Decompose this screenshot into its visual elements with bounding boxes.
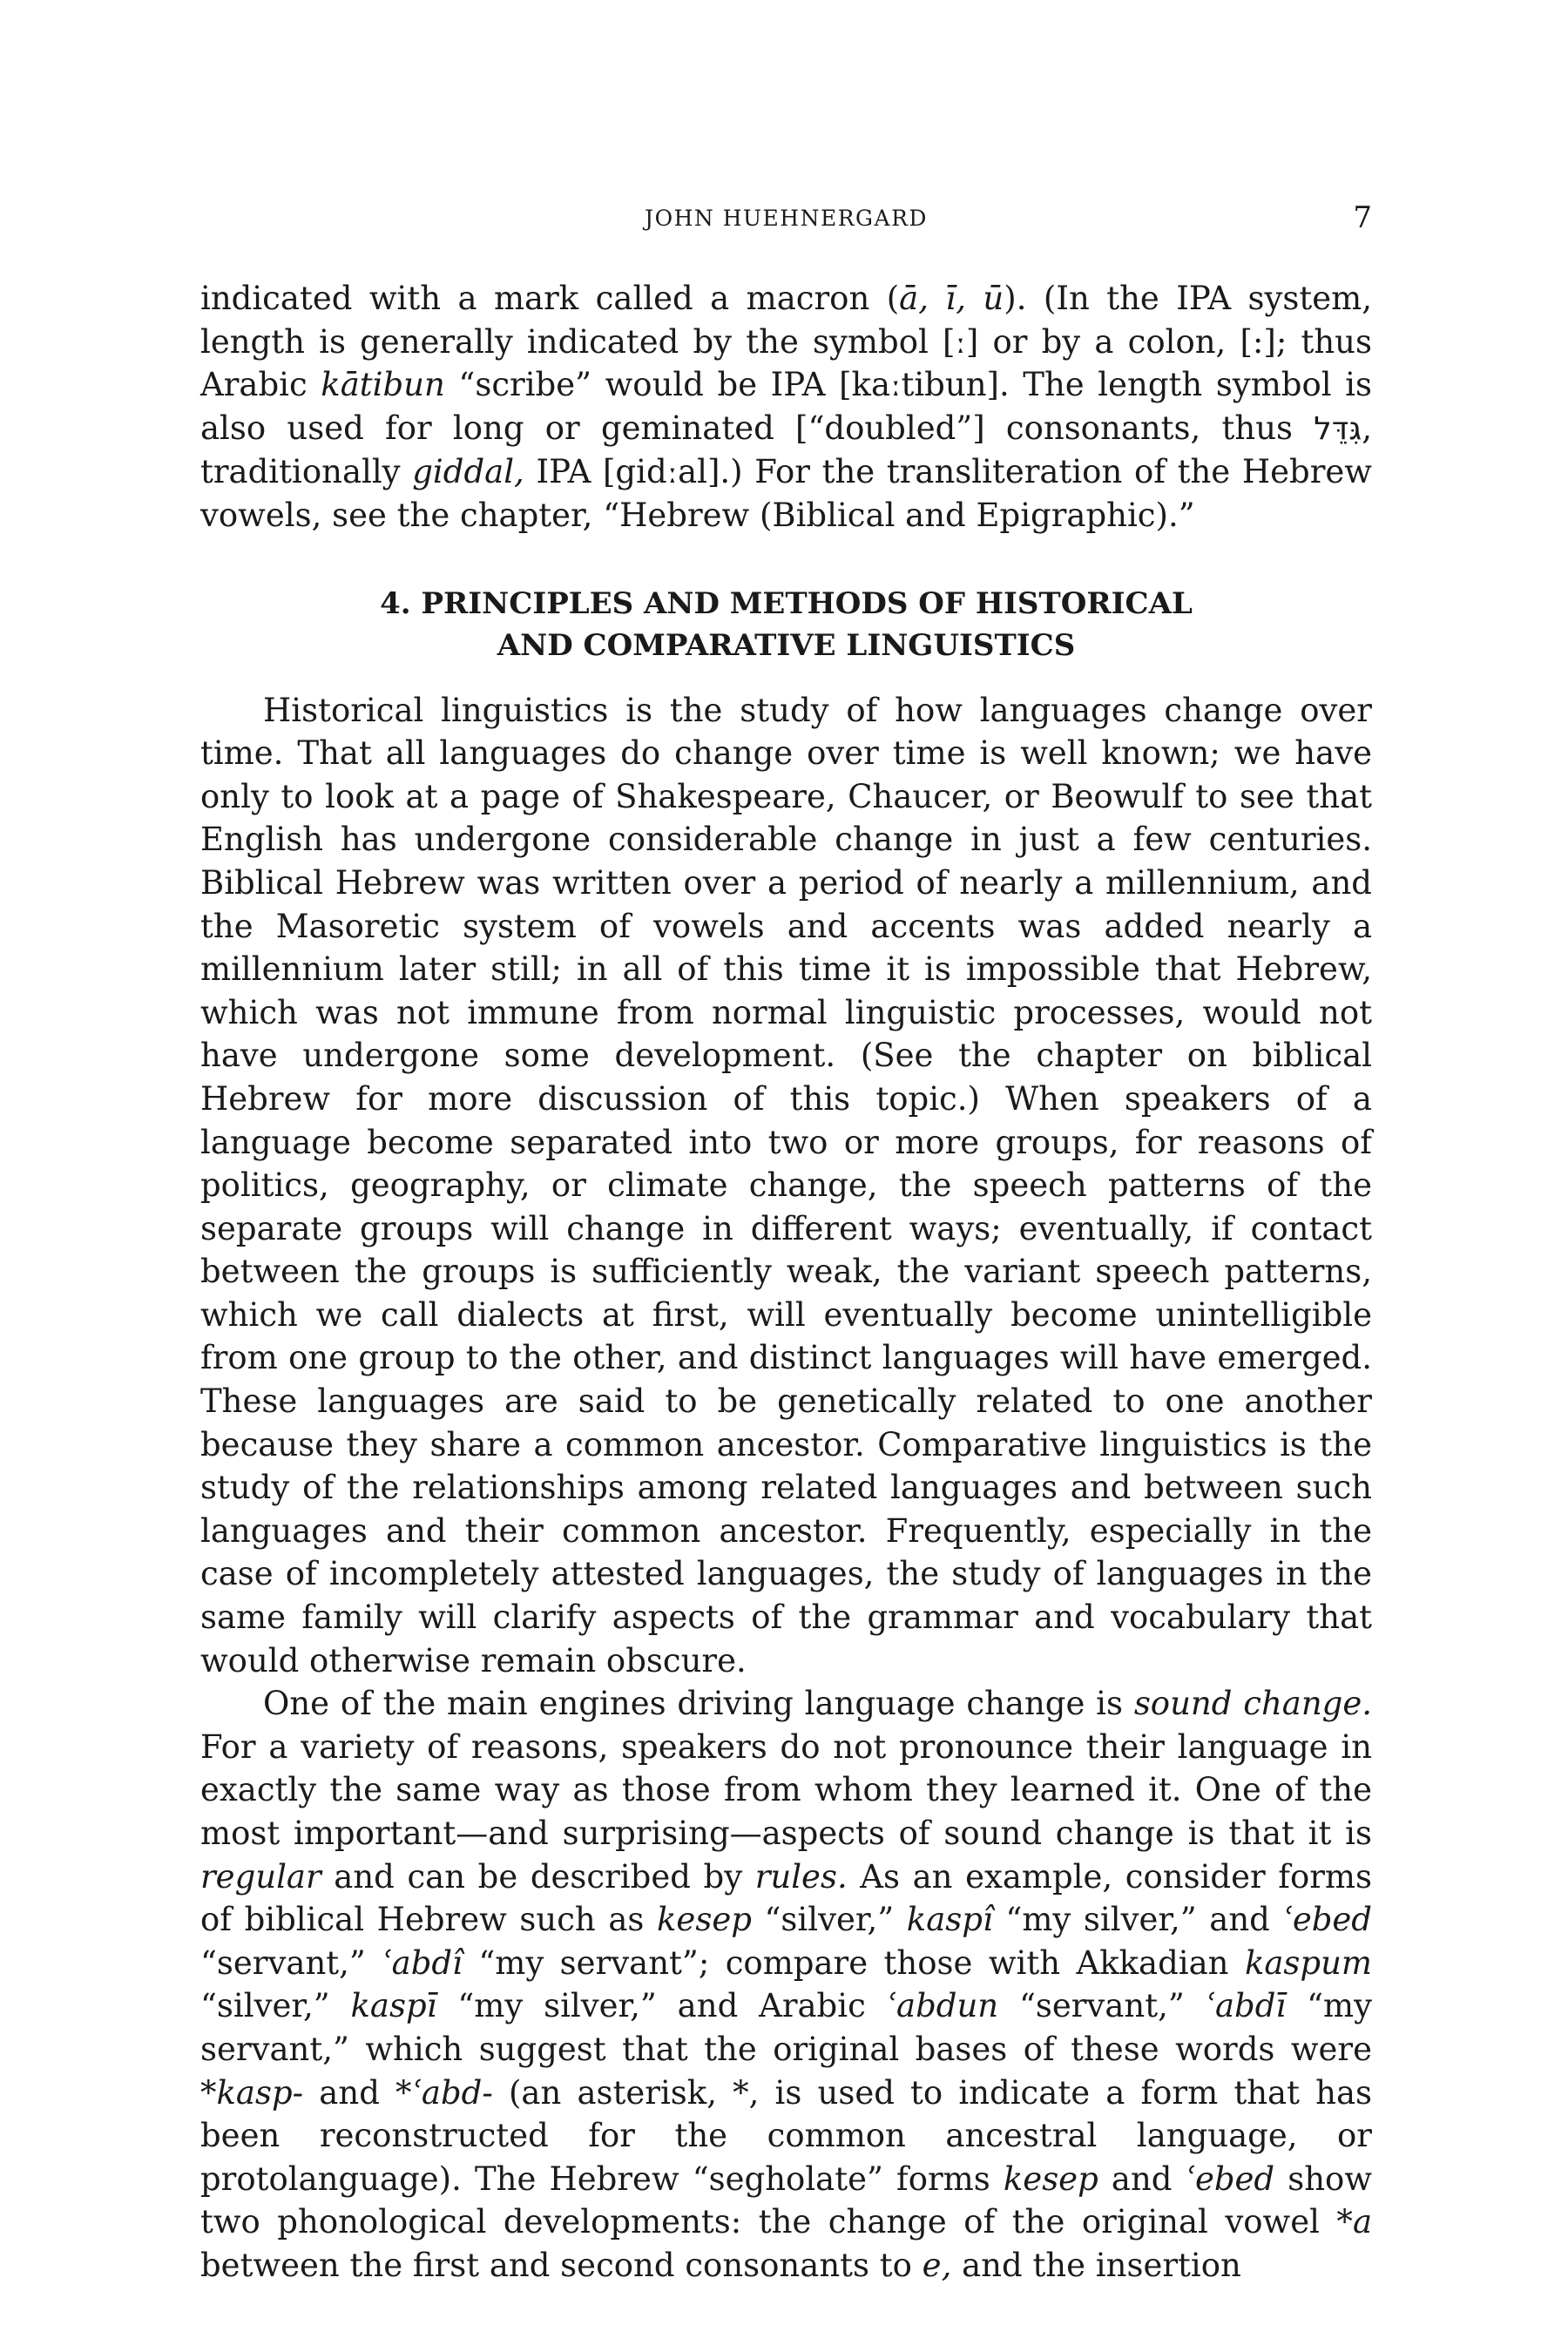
text-span: “my servant”; compare those with Akkadian — [462, 1943, 1245, 1982]
italic-span: ʿabdî — [382, 1943, 463, 1982]
running-header — [200, 200, 1372, 239]
italic-span: ʿabd- — [411, 2073, 493, 2112]
text-span: IPA [gidːal].) For the transliteration of the Hebrew vowels, see the chapter, “Hebrew (Biblical and Epigraphic).” — [200, 453, 1372, 534]
text-span: As an example, consider forms of biblical Hebrew such as — [200, 1857, 1373, 1939]
text-span: (an asterisk, *, is used to indicate a form that has been reconstructed for the common ancestral language, or protolanguage). The Hebrew “segholate” forms — [200, 2073, 1372, 2198]
page-number: 7 — [1353, 200, 1372, 235]
italic-span: kaspī — [350, 1987, 437, 2025]
italic-span: ʿebed — [1282, 1901, 1372, 1939]
italic-span: regular — [200, 1857, 321, 1896]
italic-span: giddal, — [412, 453, 524, 491]
text-span: and can be described by — [321, 1857, 755, 1896]
text-span: and the insertion — [951, 2246, 1241, 2284]
text-span: “my silver,” and — [992, 1901, 1283, 1939]
book-page — [200, 0, 1372, 2352]
heading-line: 4. PRINCIPLES AND METHODS OF HISTORICAL — [380, 585, 1193, 621]
italic-span: a — [1352, 2203, 1372, 2241]
body-text — [200, 277, 1372, 2288]
italic-span: kātibun — [321, 366, 445, 404]
paragraph-sound-change — [200, 1682, 1372, 2287]
text-span: and * — [303, 2073, 412, 2112]
text-span: “scribe” would be IPA [kaːtibun]. The length symbol is also used for long or geminated [“doubled”] consonants, thus — [200, 366, 1372, 447]
italic-span: kasp- — [216, 2073, 304, 2112]
italic-span: rules. — [754, 1857, 848, 1896]
italic-span: kesep — [657, 1901, 752, 1939]
italic-span: kaspum — [1244, 1943, 1373, 1982]
italic-span: ʿebed — [1185, 2159, 1275, 2198]
italic-span: kaspî — [906, 1901, 993, 1939]
paragraph-macron — [200, 277, 1372, 537]
text-span: “silver,” — [200, 1987, 351, 2025]
running-title: JOHN HUEHNERGARD — [645, 206, 928, 231]
text-span: “servant,” — [998, 1987, 1206, 2025]
text-span: “silver,” — [751, 1901, 907, 1939]
text-span: “my servant,” which suggest that the original bases of these words were * — [200, 1987, 1372, 2112]
italic-span: ʿabdī — [1205, 1987, 1287, 2025]
paragraph-historical-linguistics: Historical linguistics is the study of how languages change over time. That all languages do change over time is well known; we have only to look at a page of Shakespeare, Chaucer, or Beowulf to see that English has undergone considerable change in just a few centuries. Biblical Hebrew was written over a period of nearly a millennium, and the Masoretic system of vowels and accents was added nearly a millennium later still; in all of this time it is impossible that Hebrew, which was not immune from normal linguistic processes, would not have undergone some development. (See the chapter on biblical Hebrew for more discussion of this topic.) When speakers of a language become separated into two or more groups, for reasons of politics, geography, or climate change, the speech patterns of the separate groups will change in different ways; eventually, if contact between the groups is sufficiently weak, the variant speech patterns, which we call dialects at first, will eventually become unintelligible from one group to the other, and distinct languages will have emerged. These languages are said to be genetically related to one another because they share a common ancestor. Comparative linguistics is the study of the relationships among related languages and between such languages and their common ancestor. Frequently, especially in the case of incompletely attested languages, the study of languages in the same family will clarify aspects of the grammar and vocabulary that would otherwise remain obscure. — [200, 691, 1372, 1680]
text-span: indicated with a mark called a macron ( — [200, 280, 900, 317]
hebrew-word: גִּדֵּל — [1314, 410, 1362, 447]
text-span: ). (In the IPA system, length is generally indicated by the symbol [ː] or by a colon, [:]; thus Arabic — [200, 280, 1372, 404]
italic-span: ā, ī, ū — [899, 280, 1004, 317]
text-span: between the first and second consonants to — [200, 2246, 923, 2284]
text-span: “servant,” — [200, 1943, 382, 1982]
text-span: show two phonological developments: the change of the original vowel * — [200, 2159, 1372, 2241]
italic-span: sound change. — [1133, 1685, 1373, 1723]
italic-span: kesep — [1003, 2159, 1098, 2198]
text-span: “my silver,” and Arabic — [436, 1987, 887, 2025]
text-span: and — [1098, 2159, 1186, 2198]
text-span: One of the main engines driving language change is — [263, 1685, 1134, 1723]
italic-span: e, — [922, 2246, 952, 2284]
heading-line: AND COMPARATIVE LINGUISTICS — [497, 627, 1076, 663]
section-heading — [200, 583, 1372, 666]
italic-span: ʿabdun — [886, 1987, 999, 2025]
text-span: , traditionally — [200, 409, 1372, 491]
text-span: For a variety of reasons, speakers do not pronounce their language in exactly the same way as those from whom they learned it. One of the most important—and surprising—aspects of sound change is that it is — [200, 1727, 1372, 1852]
